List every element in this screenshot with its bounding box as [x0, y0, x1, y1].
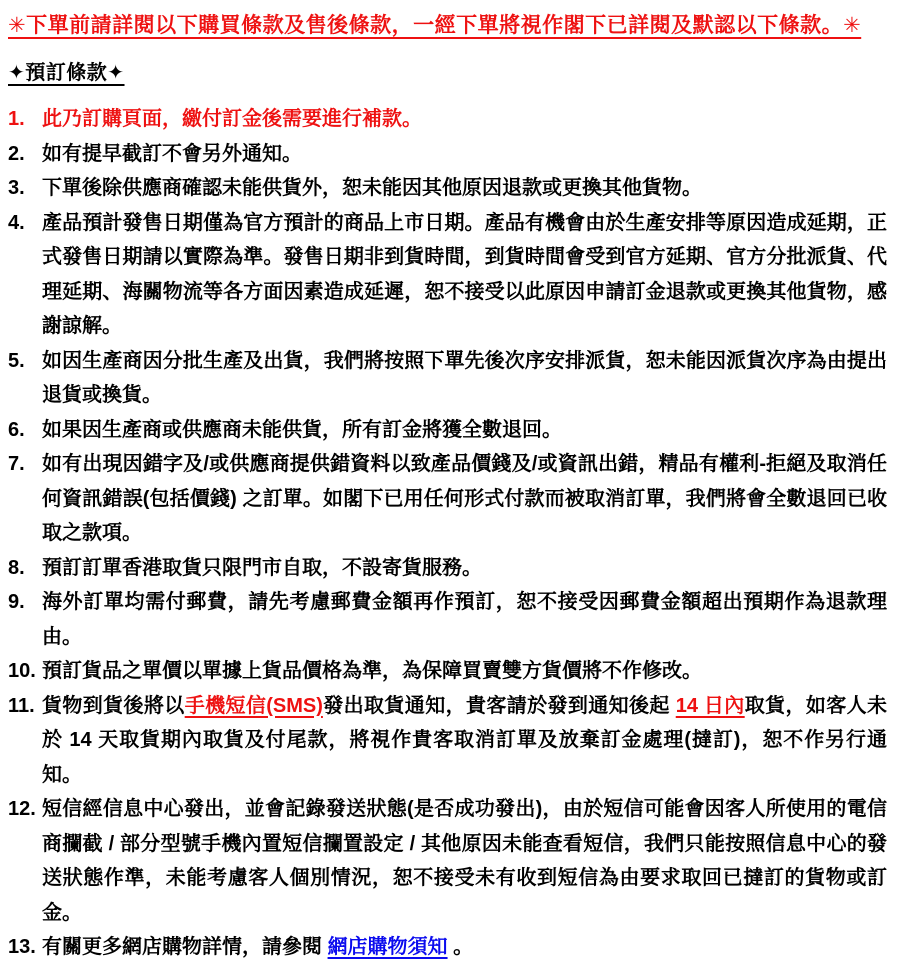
term-text-segment: 產品預計發售日期僅為官方預計的商品上市日期。產品有機會由於生產安排等原因造成延期，正式發售日期請以實際為準。發售日期非到貨時間，到貨時間會受到官方延期、官方分批派貨、代理延期、海關物流等各方面因素造成延遲，恕不接受以此原因申請訂金退款或更換其他貨物，感謝諒解。 [42, 211, 887, 337]
term-text [42, 171, 887, 206]
term-text [42, 344, 887, 413]
term-item [8, 654, 887, 689]
term-text [42, 137, 887, 172]
term-number: 4. [8, 211, 25, 234]
terms-list [8, 102, 887, 965]
store-shopping-notice-link[interactable]: 網店購物須知 [327, 936, 448, 958]
term-number: 12. [8, 798, 36, 820]
term-highlight-segment: 14 日內 [675, 694, 745, 717]
term-text-segment: 如有提早截訂不會另外通知。 [42, 142, 302, 165]
term-item [8, 930, 887, 965]
term-number: 9. [8, 591, 25, 613]
top-warning-notice: ✳下單前請詳閱以下購買條款及售後條款，一經下單將視作閣下已詳閱及默認以下條款。✳ [8, 14, 862, 37]
term-text [42, 102, 887, 137]
term-item [8, 413, 887, 448]
term-text-segment: 貨物到貨後將以 [42, 694, 185, 717]
term-text-segment: 發出取貨通知，貴客請於發到通知後起 [322, 694, 676, 717]
term-number: 1. [8, 108, 25, 130]
term-text-segment: 。 [447, 936, 474, 958]
term-text-segment: 如因生產商因分批生產及出貨，我們將按照下單先後次序安排派貨，恕未能因派貨次序為由提出退貨或換貨。 [42, 349, 887, 406]
term-text-segment: 如有出現因錯字及/或供應商提供錯資料以致產品價錢及/或資訊出錯，精品有權利-拒絕及取消任何資訊錯誤(包括價錢) 之訂單。如閣下已用任何形式付款而被取消訂單，我們將會全數退回已收取之款項。 [42, 453, 887, 544]
term-text [42, 413, 887, 448]
term-text-segment: 預訂貨品之單價以單據上貨品價格為準，為保障買賣雙方貨價將不作修改。 [42, 660, 702, 682]
term-text [42, 930, 887, 965]
term-number: 3. [8, 177, 25, 199]
term-number: 2. [8, 142, 25, 165]
preorder-terms-document [8, 12, 887, 965]
term-highlight-segment: 此乃訂購頁面，繳付訂金後需要進行補款。 [42, 108, 422, 130]
term-item [8, 137, 887, 172]
section-heading-preorder-terms: ✦預訂條款✦ [8, 62, 125, 84]
term-text [42, 689, 887, 793]
term-text [42, 551, 887, 586]
term-item [8, 792, 887, 930]
term-item [8, 344, 887, 413]
term-text [42, 206, 887, 344]
term-item [8, 551, 887, 586]
term-text [42, 447, 887, 551]
term-number: 7. [8, 453, 25, 475]
term-number: 10. [8, 660, 36, 682]
term-text-segment: 有關更多網店購物詳情，請參閱 [42, 936, 328, 958]
term-number: 6. [8, 418, 25, 441]
term-item [8, 689, 887, 793]
term-item [8, 102, 887, 137]
term-text [42, 654, 887, 689]
term-number: 5. [8, 349, 25, 372]
term-text-segment: 海外訂單均需付郵費，請先考慮郵費金額再作預訂，恕不接受因郵費金額超出預期作為退款理由。 [42, 591, 887, 648]
term-text-segment: 取貨，如客人未於 14 天取貨期內取貨及付尾款，將視作貴客取消訂單及放棄訂金處理(撻訂)，恕不作另行通知。 [42, 694, 887, 786]
term-item [8, 171, 887, 206]
term-number: 11. [8, 694, 35, 717]
term-text-segment: 如果因生產商或供應商未能供貨，所有訂金將獲全數退回。 [42, 418, 562, 441]
term-item [8, 585, 887, 654]
term-item [8, 206, 887, 344]
term-item [8, 447, 887, 551]
term-text-segment: 短信經信息中心發出，並會記錄發送狀態(是否成功發出)，由於短信可能會因客人所使用的電信商攔截 / 部分型號手機內置短信攔置設定 / 其他原因未能查看短信，我們只能按照信息中心的發送狀態作準，未能考慮客人個別情況，恕不接受未有收到短信為由要求取回已撻訂的貨物或訂金。 [42, 798, 887, 924]
term-text [42, 585, 887, 654]
term-number: 13. [8, 936, 36, 958]
term-text-segment: 預訂訂單香港取貨只限門市自取，不設寄貨服務。 [42, 556, 482, 579]
term-text [42, 792, 887, 930]
term-number: 8. [8, 556, 25, 579]
term-text-segment: 下單後除供應商確認未能供貨外，恕未能因其他原因退款或更換其他貨物。 [42, 177, 702, 199]
term-highlight-segment: 手機短信(SMS) [184, 694, 323, 717]
